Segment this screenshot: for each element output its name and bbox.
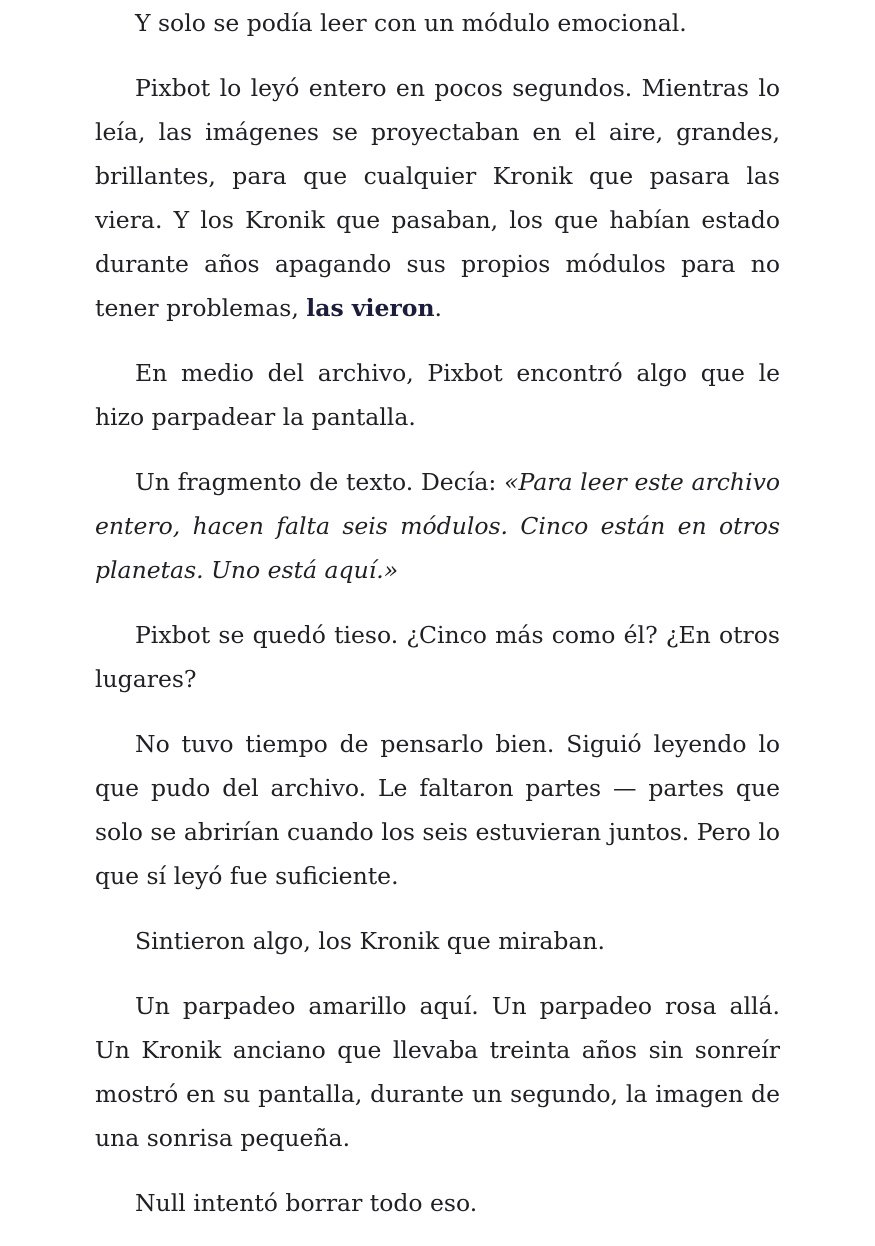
paragraph-2 xyxy=(95,66,780,330)
paragraph-5: Pixbot se quedó tieso. ¿Cinco más como él? ¿En otros lugares? xyxy=(95,621,780,693)
emphasis-las-vieron: las vieron xyxy=(306,294,435,322)
paragraph-3: En medio del archivo, Pixbot encontró algo que le hizo parpadear la pantalla. xyxy=(95,359,780,431)
paragraph-4 xyxy=(95,460,780,592)
paragraph-1: Y solo se podía leer con un módulo emocional. xyxy=(135,9,687,37)
document-page xyxy=(95,0,780,1246)
paragraph-7: Sintieron algo, los Kronik que miraban. xyxy=(135,927,606,955)
paragraph-2-end: . xyxy=(434,294,443,322)
paragraph-4-text: Un fragmento de texto. Decía: xyxy=(135,468,505,496)
paragraph-6: No tuvo tiempo de pensarlo bien. Siguió leyendo lo que pudo del archivo. Le faltaron partes — partes que solo se abrirían cuando los seis estuvieran juntos. Pero lo que sí leyó fue suficiente. xyxy=(95,730,780,890)
paragraph-2-text: Pixbot lo leyó entero en pocos segundos. Mientras lo leía, las imágenes se proyectaban en el aire, grandes, brillantes, para que cualquier Kronik que pasara las viera. Y los Kronik que pasaban, los que habían estado durante años apagando sus propios módulos para no tener problemas, xyxy=(95,74,780,322)
paragraph-8: Un parpadeo amarillo aquí. Un parpadeo rosa allá. Un Kronik anciano que llevaba treinta años sin sonreír mostró en su pantalla, durante un segundo, la imagen de una sonrisa pequeña. xyxy=(95,992,780,1152)
paragraph-9: Null intentó borrar todo eso. xyxy=(135,1189,478,1217)
quoted-fragment: «Para leer este archivo entero, hacen falta seis módulos. Cinco están en otros planetas. Uno está aquí.» xyxy=(95,468,781,584)
